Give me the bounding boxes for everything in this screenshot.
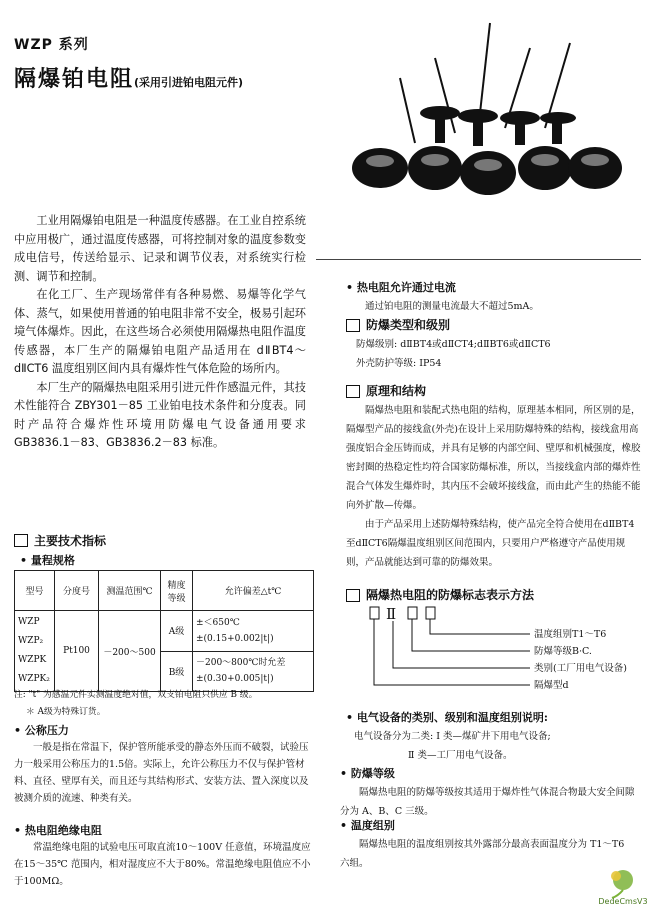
mark-label: 温度组别T1～T6 <box>534 629 607 640</box>
table-header: 型号 <box>15 571 55 611</box>
level-section <box>340 764 640 821</box>
principle-section <box>346 382 641 572</box>
pressure-text: 一般是指在常温下，保护管所能承受的静态外压而不破裂，试验压力一般采用公称压力的1.5倍。实际上，允许公称压力不仅与保护管材料、直径、壁厚有关，而且还与其结构形式、安装方法、置入深度以及被测介质的流速、种类有关。 <box>14 742 309 804</box>
table-note: 注: "t" 为感温元件实测温度绝对值，双支铂电阻只供应 B 级。 <box>14 690 258 700</box>
table-note: ＊ A级为特殊订货。 <box>26 707 106 717</box>
watermark-logo <box>596 866 651 906</box>
range-heading: • 量程规格 <box>20 554 75 567</box>
series-label: WZP 系列 <box>14 37 89 53</box>
principle-heading: 原理和结构 <box>346 382 641 401</box>
mark-diagram <box>368 603 648 703</box>
mark-label: 防爆等级B·C. <box>534 646 592 657</box>
mark-symbol: Ⅱ <box>386 605 397 623</box>
mark-heading: 隔爆热电阻的防爆标志表示方法 <box>346 586 641 605</box>
principle-paragraph: 隔爆热电阻和装配式热电阻的结构，原理基本相同，所区别的是，隔爆型产品的接线盒(外壳)在设计上采用防爆特殊的结构，接线盒用高强度铝合金压铸而成，并具有足够的内部空间、壁厚和机械强度，橡胶密封圈的热稳定性均符合国家防爆标准，所以，当接线盒内部的爆炸性混合气体发生爆炸时，其内压不会破坏接线盒，而由此产生的热能不能向外扩散—传爆。 <box>346 405 641 511</box>
table-header: 分度号 <box>55 571 99 611</box>
level-text: 隔爆热电阻的防爆等级按其适用于爆炸性气体混合物最大安全间隙分为 A、B、C 三级。 <box>340 787 635 817</box>
intro-text <box>14 212 306 453</box>
intro-paragraph: 工业用隔爆铂电阻是一种温度传感器。在工业自控系统中应用极广，通过温度传感器，可将控制对象的温度参数变成电信号，传送给显示、记录和调节仪表，对系统实行检测、调节和控制。 <box>14 214 306 283</box>
table-header: 精度等级 <box>161 571 193 611</box>
principle-paragraph: 由于产品采用上述防爆特殊结构，使产品完全符合使用在dⅡBT4至dⅡCT6隔爆温度组别区间范围内，只要用户严格遵守产品使用规则，产品就能达到可靠的防爆效果。 <box>346 519 635 568</box>
table-header: 允许偏差△t℃ <box>193 571 314 611</box>
category-line2: Ⅱ 类—工厂用电气设备。 <box>408 750 513 761</box>
current-heading: • 热电阻允许通过电流 <box>346 281 456 294</box>
intro-paragraph: 在化工厂、生产现场常伴有各种易燃、易爆等化学气体、蒸气，如果使用普通的铂电阻非常不安全，极易引起环境气体爆炸。因此，在这些场合必须使用隔爆热电阻作温度传感器，本厂生产的隔爆铂电阻产品适用在 dⅡBT4～dⅡCT6 温度组别区间内具有爆炸性气体危险的场所内。 <box>14 288 306 375</box>
tech-heading: 主要技术指标 <box>14 532 106 549</box>
pressure-heading: • 公称压力 <box>14 724 69 737</box>
deviation-cell: －200～800℃时允差 ±(0.30+0.005|t|) <box>193 651 314 692</box>
deviation-cell: ±＜650℃ ±(0.15+0.002|t|) <box>193 611 314 652</box>
divider <box>316 259 641 260</box>
checkbox-icon <box>346 319 360 332</box>
checkbox-icon <box>14 534 28 547</box>
category-section <box>346 708 641 765</box>
range-cell: －200～500 <box>99 611 161 692</box>
title-subtitle: (采用引进铂电阻元件) <box>134 76 244 89</box>
mark-label: 类别(工厂用电气设备) <box>534 663 627 674</box>
current-section <box>346 278 641 316</box>
product-photo <box>340 18 630 203</box>
temp-section <box>340 816 630 873</box>
grade-cell: B级 <box>161 651 193 692</box>
table-header: 测温范围℃ <box>99 571 161 611</box>
category-heading: • 电气设备的类别、级别和温度组别说明: <box>346 711 548 724</box>
category-line1: 电气设备分为二类: Ⅰ 类—煤矿井下用电气设备; <box>354 731 551 742</box>
title-main: 隔爆铂电阻 <box>14 67 135 92</box>
table-row <box>15 611 314 652</box>
checkbox-icon <box>346 385 360 398</box>
checkbox-icon <box>346 589 360 602</box>
page-title <box>14 62 243 93</box>
insulation-section <box>14 822 314 890</box>
spec-table <box>14 570 314 692</box>
division-cell: Pt100 <box>55 611 99 692</box>
insulation-heading: • 热电阻绝缘电阻 <box>14 824 102 837</box>
explosion-line2: 外壳防护等级: IP54 <box>356 358 442 369</box>
level-heading: • 防爆等级 <box>340 767 395 780</box>
pressure-section <box>14 722 314 807</box>
grade-cell: A级 <box>161 611 193 652</box>
explosion-section <box>346 316 641 373</box>
explosion-heading: 防爆类型和级别 <box>346 316 641 335</box>
temp-text: 隔爆热电阻的温度组别按其外露部分最高表面温度分为 T1～T6 六组。 <box>340 839 625 869</box>
explosion-line1: 防爆级别: dⅡBT4或dⅡCT4;dⅡBT6或dⅡCT6 <box>356 339 551 350</box>
insulation-text: 常温绝缘电阻的试验电压可取直流10～100V 任意值，环境温度应在15～35℃ 范围内，相对湿度应不大于80%。常温绝缘电阻值应不小于100MΩ。 <box>14 842 311 887</box>
model-cell: WZP WZP₂ WZPK WZPK₂ <box>15 611 55 692</box>
intro-paragraph: 本厂生产的隔爆热电阻采用引进元件作感温元件，其技术性能符合 ZBY301－85 工业铂电技术条件和分度表。同时产品符合爆炸性环境用防爆电气设备通用要求 GB3836.1－83、GB3836.2－83 标准。 <box>14 380 306 449</box>
table-header-row <box>15 571 314 611</box>
current-text: 通过铂电阻的测量电流最大不超过5mA。 <box>365 301 539 312</box>
temp-heading: • 温度组别 <box>340 819 395 832</box>
mark-label: 隔爆型d <box>534 680 569 691</box>
watermark-text: DedeCmsV3 <box>598 897 648 906</box>
